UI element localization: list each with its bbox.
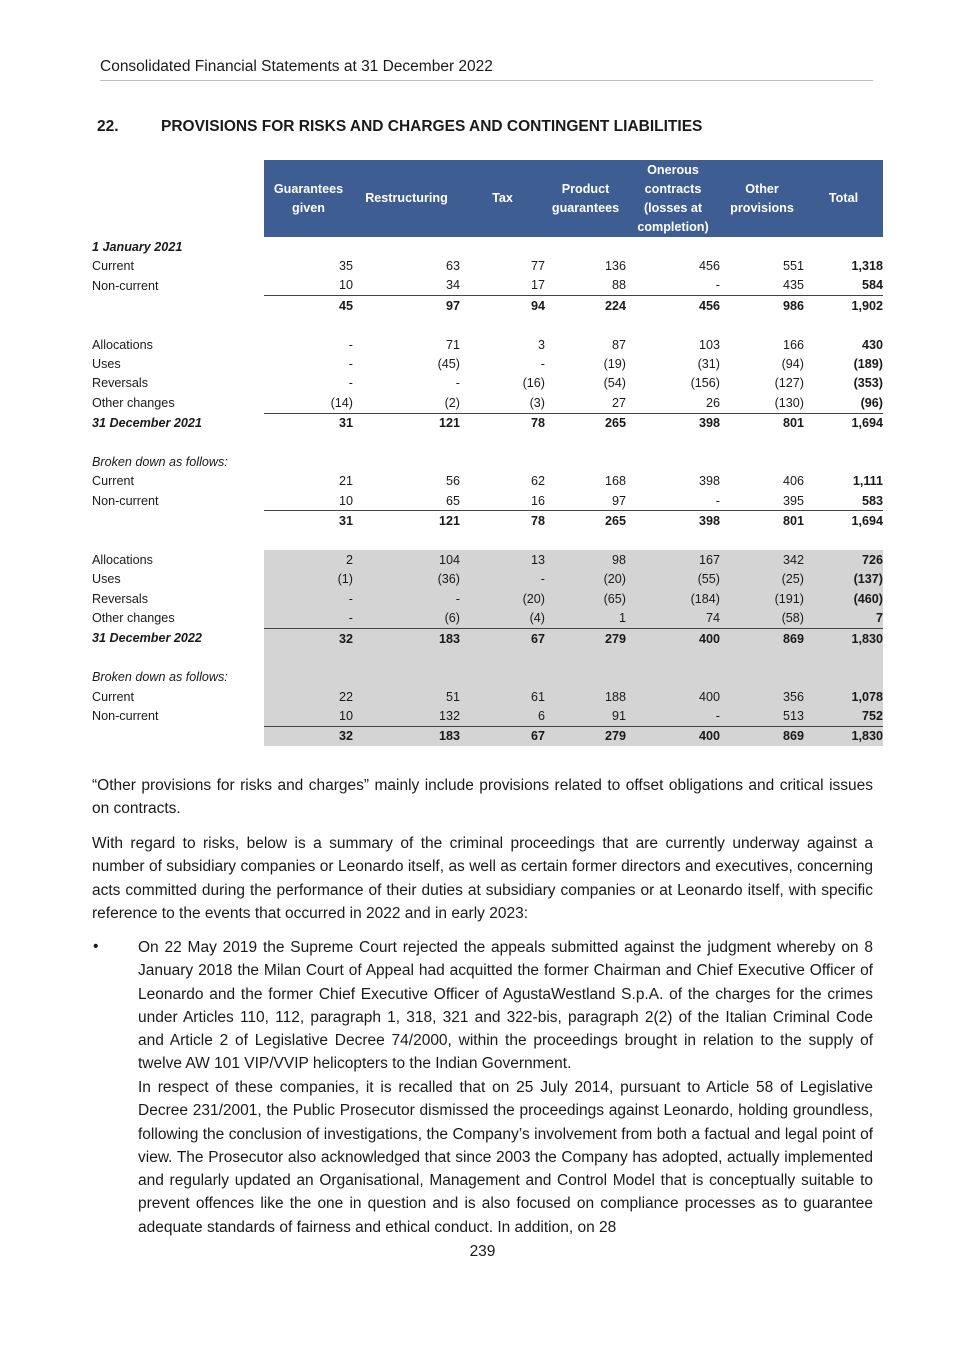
value-cell: 91 bbox=[545, 706, 626, 726]
value-cell: 35 bbox=[338, 259, 353, 274]
value-cell: 65 bbox=[445, 493, 460, 508]
value-cell: 400 bbox=[626, 628, 720, 648]
value-cell: 265 bbox=[545, 413, 626, 433]
column-header: Restructuring bbox=[353, 160, 460, 237]
total-cell: 1,318 bbox=[851, 259, 883, 274]
row-label: Other changes bbox=[92, 611, 175, 626]
table-row bbox=[90, 628, 883, 648]
value-cell: (94) bbox=[781, 357, 804, 372]
value-cell: (65) bbox=[545, 589, 626, 608]
value-cell: 10 bbox=[264, 706, 353, 726]
value-cell bbox=[460, 316, 545, 335]
row-label: Current bbox=[92, 474, 134, 489]
row-label: Non-current bbox=[92, 494, 159, 509]
value-cell: 6 bbox=[460, 706, 545, 726]
section-title bbox=[97, 118, 702, 136]
value-cell: 26 bbox=[705, 395, 720, 410]
row-label: Other changes bbox=[92, 396, 175, 411]
value-cell: 104 bbox=[353, 550, 460, 569]
value-cell: - bbox=[715, 278, 720, 293]
column-header: Onerous contracts (losses at completion) bbox=[626, 160, 720, 237]
table-row bbox=[90, 668, 883, 687]
bullet-marker: • bbox=[93, 938, 99, 955]
value-cell: 63 bbox=[445, 259, 460, 274]
bullet-paragraph-continued: In respect of these companies, it is recalled that on 25 July 2014, pursuant to Article 58 of Legislative Decree 231/2001, the Public Prosecutor dismissed the proceedings against Leonardo, holding groundless, following the conclusion of investigations, the Company’s involvement from both a factual and legal point of view. The Prosecutor also acknowledged that since 2003 the Company has adopted, actually implemented and regularly updated an Organisational, Management and Control Model that is conceptually suitable to prevent offences like the one in question and is also focused on compliance processes as to guarantee adequate standards of fairness and ethical conduct. In addition, on 28 bbox=[138, 1079, 873, 1236]
value-cell: - bbox=[348, 337, 353, 352]
table-row bbox=[90, 570, 883, 589]
value-cell: 67 bbox=[460, 726, 545, 746]
total-cell: 1,694 bbox=[804, 413, 883, 433]
table-row bbox=[90, 491, 883, 511]
value-cell: 121 bbox=[353, 413, 460, 433]
value-cell: 34 bbox=[445, 278, 460, 293]
value-cell bbox=[264, 316, 353, 335]
table-row bbox=[90, 726, 883, 746]
total-cell: (353) bbox=[853, 376, 883, 391]
value-cell: 98 bbox=[545, 550, 626, 569]
value-cell: 395 bbox=[782, 493, 804, 508]
value-cell bbox=[720, 316, 804, 335]
row-label: Uses bbox=[92, 357, 121, 372]
value-cell bbox=[720, 452, 804, 471]
value-cell bbox=[626, 316, 720, 335]
value-cell bbox=[353, 668, 460, 687]
value-cell: (25) bbox=[720, 570, 804, 589]
value-cell: 400 bbox=[626, 726, 720, 746]
value-cell bbox=[460, 648, 545, 667]
table-row bbox=[90, 589, 883, 608]
value-cell: (54) bbox=[603, 376, 626, 391]
value-cell: 869 bbox=[720, 628, 804, 648]
value-cell bbox=[720, 237, 804, 256]
row-label: Non-current bbox=[92, 278, 159, 293]
value-cell: 10 bbox=[338, 278, 353, 293]
value-cell: - bbox=[540, 357, 545, 372]
value-cell: 183 bbox=[353, 628, 460, 648]
row-label: Current bbox=[92, 689, 134, 704]
value-cell: - bbox=[264, 608, 353, 628]
table-row bbox=[90, 296, 883, 316]
table-row bbox=[90, 256, 883, 275]
value-cell bbox=[545, 316, 626, 335]
value-cell: 406 bbox=[782, 474, 804, 489]
value-cell: (58) bbox=[720, 608, 804, 628]
table-row bbox=[90, 374, 883, 393]
value-cell: 31 bbox=[264, 413, 353, 433]
value-cell: 31 bbox=[264, 511, 353, 531]
row-label bbox=[90, 316, 264, 335]
value-cell: 183 bbox=[353, 726, 460, 746]
table-row bbox=[90, 706, 883, 726]
total-cell bbox=[804, 648, 883, 667]
value-cell: 801 bbox=[720, 511, 804, 531]
total-cell bbox=[804, 433, 883, 452]
row-label: Allocations bbox=[92, 337, 153, 352]
row-label: 31 December 2022 bbox=[92, 631, 202, 646]
value-cell: 62 bbox=[530, 474, 545, 489]
table-row bbox=[90, 433, 883, 452]
value-cell bbox=[353, 452, 460, 471]
value-cell: - bbox=[715, 493, 720, 508]
value-cell: 94 bbox=[460, 296, 545, 316]
value-cell: (191) bbox=[720, 589, 804, 608]
value-cell: 61 bbox=[460, 687, 545, 706]
row-label: Non-current bbox=[92, 709, 159, 724]
value-cell: 513 bbox=[720, 706, 804, 726]
value-cell bbox=[460, 452, 545, 471]
table-header-row bbox=[90, 160, 883, 237]
value-cell bbox=[720, 531, 804, 550]
row-label: Current bbox=[92, 259, 134, 274]
value-cell: 1 bbox=[545, 608, 626, 628]
row-label bbox=[90, 648, 264, 667]
value-cell: (130) bbox=[774, 395, 804, 410]
table-row bbox=[90, 237, 883, 256]
value-cell: (31) bbox=[697, 357, 720, 372]
value-cell: 121 bbox=[353, 511, 460, 531]
value-cell bbox=[626, 237, 720, 256]
value-cell: 188 bbox=[545, 687, 626, 706]
value-cell bbox=[264, 452, 353, 471]
row-label: Uses bbox=[92, 572, 121, 587]
value-cell: (45) bbox=[437, 357, 460, 372]
value-cell: 3 bbox=[537, 337, 545, 352]
value-cell: (1) bbox=[264, 570, 353, 589]
value-cell: 132 bbox=[353, 706, 460, 726]
value-cell: (14) bbox=[330, 395, 353, 410]
value-cell: - bbox=[353, 589, 460, 608]
row-label: 1 January 2021 bbox=[92, 239, 183, 254]
table-row bbox=[90, 413, 883, 433]
value-cell bbox=[353, 237, 460, 256]
value-cell: (6) bbox=[353, 608, 460, 628]
total-cell: 1,694 bbox=[804, 511, 883, 531]
value-cell: 32 bbox=[264, 726, 353, 746]
total-cell: 1,830 bbox=[804, 628, 883, 648]
value-cell: (19) bbox=[603, 357, 626, 372]
value-cell: 400 bbox=[626, 687, 720, 706]
value-cell bbox=[264, 648, 353, 667]
total-cell: (460) bbox=[804, 589, 883, 608]
value-cell: (55) bbox=[626, 570, 720, 589]
value-cell bbox=[626, 648, 720, 667]
value-cell: (36) bbox=[353, 570, 460, 589]
value-cell: 265 bbox=[545, 511, 626, 531]
value-cell: 51 bbox=[353, 687, 460, 706]
row-label bbox=[90, 726, 264, 746]
value-cell bbox=[545, 531, 626, 550]
value-cell: - bbox=[455, 376, 460, 391]
value-cell bbox=[353, 531, 460, 550]
row-label: Reversals bbox=[92, 591, 148, 606]
value-cell: 398 bbox=[698, 474, 720, 489]
table-row bbox=[90, 452, 883, 471]
row-label: Reversals bbox=[92, 376, 148, 391]
value-cell: 88 bbox=[611, 278, 626, 293]
value-cell: (4) bbox=[460, 608, 545, 628]
row-label: Allocations bbox=[92, 552, 153, 567]
value-cell: 87 bbox=[611, 337, 626, 352]
value-cell bbox=[545, 452, 626, 471]
value-cell: 27 bbox=[611, 395, 626, 410]
value-cell bbox=[545, 433, 626, 452]
table-row bbox=[90, 335, 883, 354]
value-cell: 869 bbox=[720, 726, 804, 746]
row-label bbox=[90, 433, 264, 452]
value-cell: (3) bbox=[529, 395, 545, 410]
value-cell: 136 bbox=[604, 259, 626, 274]
value-cell: (184) bbox=[626, 589, 720, 608]
row-label: Broken down as follows: bbox=[92, 454, 228, 469]
value-cell: 10 bbox=[338, 493, 353, 508]
value-cell: 986 bbox=[720, 296, 804, 316]
total-cell: 583 bbox=[861, 493, 883, 508]
column-header: Guarantees given bbox=[264, 160, 353, 237]
value-cell: (20) bbox=[545, 570, 626, 589]
value-cell bbox=[626, 531, 720, 550]
total-cell: (137) bbox=[804, 570, 883, 589]
value-cell: 398 bbox=[626, 511, 720, 531]
total-cell bbox=[804, 531, 883, 550]
value-cell bbox=[720, 433, 804, 452]
value-cell bbox=[626, 668, 720, 687]
total-cell: 584 bbox=[861, 278, 883, 293]
total-cell bbox=[804, 668, 883, 687]
column-header: Other provisions bbox=[720, 160, 804, 237]
bullet-paragraph: On 22 May 2019 the Supreme Court rejected the appeals submitted against the judgment whereby on 8 January 2018 the Milan Court of Appeal had acquitted the former Chairman and Chief Executive Officer of Leonardo and the former Chief Executive Officer of AgustaWestland S.p.A. of the charges for the crimes under Articles 110, 112, paragraph 1, 318, 321 and 322-bis, paragraph 2(2) of the Italian Criminal Code and Article 2 of Legislative Decree 74/2000, within the proceedings brought in relation to the supply of twelve AW 101 VIP/VVIP helicopters to the Indian Government. bbox=[138, 939, 873, 1073]
row-label bbox=[90, 296, 264, 316]
total-cell bbox=[804, 316, 883, 335]
row-label: 31 December 2021 bbox=[92, 415, 202, 430]
page-header: Consolidated Financial Statements at 31 December 2022 bbox=[100, 58, 873, 81]
row-label: Broken down as follows: bbox=[92, 670, 228, 685]
section-number: 22. bbox=[97, 118, 119, 135]
value-cell: (20) bbox=[460, 589, 545, 608]
total-cell: 752 bbox=[804, 706, 883, 726]
value-cell: 16 bbox=[530, 493, 545, 508]
value-cell bbox=[353, 433, 460, 452]
value-cell: 56 bbox=[445, 474, 460, 489]
value-cell: 78 bbox=[460, 413, 545, 433]
value-cell bbox=[460, 531, 545, 550]
value-cell: - bbox=[348, 357, 353, 372]
value-cell bbox=[545, 648, 626, 667]
value-cell: 398 bbox=[626, 413, 720, 433]
value-cell: 224 bbox=[545, 296, 626, 316]
column-header: Product guarantees bbox=[545, 160, 626, 237]
value-cell: 168 bbox=[604, 474, 626, 489]
value-cell: 77 bbox=[530, 259, 545, 274]
value-cell bbox=[353, 316, 460, 335]
value-cell: 67 bbox=[460, 628, 545, 648]
total-cell: 7 bbox=[804, 608, 883, 628]
header-blank-cell bbox=[90, 160, 264, 237]
value-cell: - bbox=[626, 706, 720, 726]
value-cell bbox=[460, 237, 545, 256]
value-cell: (127) bbox=[774, 376, 804, 391]
total-cell: 1,902 bbox=[804, 296, 883, 316]
total-cell: (96) bbox=[860, 395, 883, 410]
total-cell: 1,078 bbox=[804, 687, 883, 706]
value-cell: 166 bbox=[782, 337, 804, 352]
value-cell bbox=[264, 237, 353, 256]
table-row bbox=[90, 354, 883, 373]
value-cell: 279 bbox=[545, 628, 626, 648]
row-label bbox=[90, 531, 264, 550]
total-cell: 1,111 bbox=[852, 474, 883, 489]
value-cell: 45 bbox=[264, 296, 353, 316]
total-cell: 1,830 bbox=[804, 726, 883, 746]
total-cell bbox=[804, 237, 883, 256]
table-row bbox=[90, 531, 883, 550]
table-row bbox=[90, 472, 883, 491]
value-cell bbox=[264, 668, 353, 687]
value-cell: 435 bbox=[782, 278, 804, 293]
row-label bbox=[90, 511, 264, 531]
column-header: Tax bbox=[460, 160, 545, 237]
table-row bbox=[90, 648, 883, 667]
value-cell bbox=[626, 433, 720, 452]
table-row bbox=[90, 393, 883, 413]
value-cell: - bbox=[460, 570, 545, 589]
value-cell: 456 bbox=[626, 296, 720, 316]
value-cell bbox=[353, 648, 460, 667]
provisions-table bbox=[90, 160, 883, 746]
table-row bbox=[90, 687, 883, 706]
value-cell bbox=[626, 452, 720, 471]
value-cell: 2 bbox=[264, 550, 353, 569]
value-cell: 801 bbox=[720, 413, 804, 433]
value-cell: 21 bbox=[338, 474, 353, 489]
paragraph-risks-intro: With regard to risks, below is a summary of the criminal proceedings that are currently underway against a number of subsidiary companies or Leonardo itself, as well as certain former directors and executives, concerning acts committed during the performance of their duties at subsidiary companies or at Leonardo itself, with specific reference to the events that occurred in 2022 and in early 2023: bbox=[92, 835, 873, 922]
value-cell: 279 bbox=[545, 726, 626, 746]
total-cell bbox=[804, 452, 883, 471]
value-cell bbox=[545, 237, 626, 256]
value-cell: - bbox=[348, 376, 353, 391]
value-cell: - bbox=[264, 589, 353, 608]
value-cell: 342 bbox=[720, 550, 804, 569]
value-cell: 97 bbox=[353, 296, 460, 316]
value-cell: 551 bbox=[782, 259, 804, 274]
value-cell bbox=[264, 433, 353, 452]
value-cell bbox=[460, 668, 545, 687]
value-cell: 22 bbox=[264, 687, 353, 706]
table-row bbox=[90, 608, 883, 628]
table-body bbox=[90, 237, 883, 746]
value-cell: 13 bbox=[460, 550, 545, 569]
column-header: Total bbox=[804, 160, 883, 237]
value-cell: 97 bbox=[611, 493, 626, 508]
total-cell: 726 bbox=[804, 550, 883, 569]
total-cell: 430 bbox=[861, 337, 883, 352]
value-cell: 78 bbox=[460, 511, 545, 531]
page-number: 239 bbox=[469, 1243, 496, 1260]
value-cell: 17 bbox=[530, 278, 545, 293]
table-row bbox=[90, 276, 883, 296]
section-heading: PROVISIONS FOR RISKS AND CHARGES AND CONTINGENT LIABILITIES bbox=[161, 118, 703, 135]
value-cell bbox=[545, 668, 626, 687]
value-cell bbox=[264, 531, 353, 550]
value-cell: 456 bbox=[698, 259, 720, 274]
paragraph-other-provisions: “Other provisions for risks and charges” mainly include provisions related to offset obligations and critical issues on contracts. bbox=[92, 777, 873, 818]
value-cell: 74 bbox=[626, 608, 720, 628]
value-cell: 356 bbox=[720, 687, 804, 706]
value-cell bbox=[460, 433, 545, 452]
value-cell: 32 bbox=[264, 628, 353, 648]
value-cell: 167 bbox=[626, 550, 720, 569]
value-cell bbox=[720, 648, 804, 667]
value-cell bbox=[720, 668, 804, 687]
value-cell: (2) bbox=[444, 395, 460, 410]
value-cell: 71 bbox=[445, 337, 460, 352]
value-cell: 103 bbox=[698, 337, 720, 352]
value-cell: (156) bbox=[690, 376, 720, 391]
table-row bbox=[90, 550, 883, 569]
table-row bbox=[90, 316, 883, 335]
total-cell: (189) bbox=[853, 357, 883, 372]
value-cell: (16) bbox=[522, 376, 545, 391]
table-row bbox=[90, 511, 883, 531]
